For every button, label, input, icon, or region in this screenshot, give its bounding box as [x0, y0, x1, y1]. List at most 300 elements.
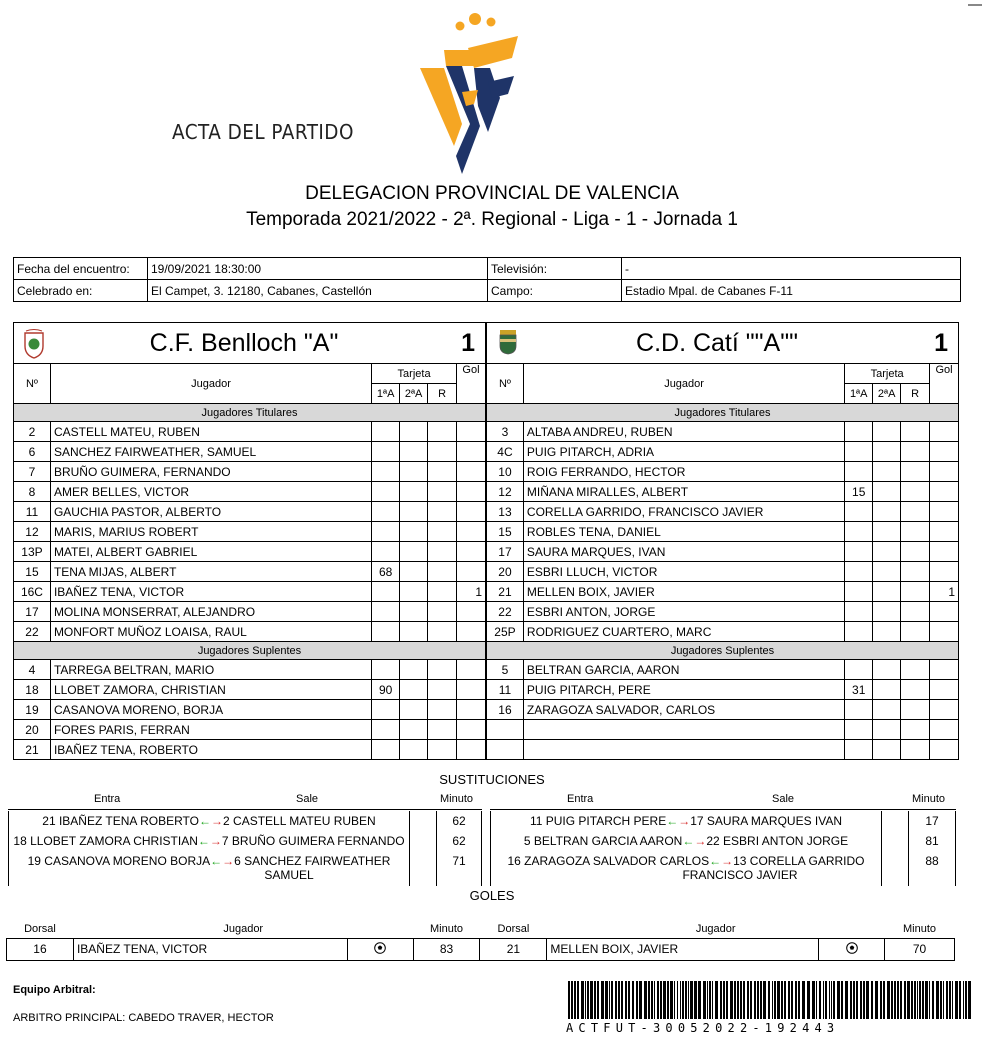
barcode-bar	[734, 981, 736, 1019]
player-card-2	[873, 680, 901, 700]
swap-arrows-icon: ←→	[197, 834, 222, 848]
player-goals	[930, 700, 959, 720]
player-card-2	[400, 622, 428, 642]
player-card-1	[372, 582, 400, 602]
player-card-2	[400, 582, 428, 602]
barcode-bar	[968, 981, 971, 1019]
home-minuto-header: Minuto	[440, 793, 474, 805]
barcode-bar	[757, 981, 759, 1019]
barcode-bar	[943, 981, 944, 1019]
barcode-bar	[959, 981, 961, 1019]
player-card-2	[400, 680, 428, 700]
away-player-row	[487, 442, 959, 462]
away-player-row	[487, 542, 959, 562]
player-number: 11	[487, 680, 524, 700]
player-number: 12	[487, 482, 524, 502]
away-goal-jugador: MELLEN BOIX, JAVIER	[547, 938, 819, 960]
player-goals	[456, 422, 485, 442]
player-card-1	[845, 602, 873, 622]
barcode-bar	[774, 981, 776, 1019]
swap-arrows-icon: ←→	[682, 834, 707, 848]
home-no-header: Nº	[14, 364, 51, 404]
home-player-row	[14, 582, 486, 602]
barcode-bar	[737, 981, 739, 1019]
barcode-bar	[639, 981, 642, 1019]
player-card-1: 90	[372, 680, 400, 700]
barcode-bar	[907, 981, 910, 1019]
barcode-bar	[795, 981, 797, 1019]
sub-entra: 21 IBAÑEZ TENA ROBERTO	[42, 814, 200, 828]
barcode-bar	[897, 981, 899, 1019]
player-goals	[456, 740, 485, 760]
player-red-card	[428, 700, 457, 720]
away-team-score: 1	[934, 329, 948, 357]
swap-arrows-icon: ←→	[210, 854, 235, 868]
barcode-bar	[952, 981, 953, 1019]
sub-minuto: 62	[437, 811, 482, 831]
player-number: 2	[14, 422, 51, 442]
home-titulares-body	[14, 422, 486, 642]
barcode-bar	[715, 981, 718, 1019]
player-number: 12	[14, 522, 51, 542]
home-player-row	[14, 482, 486, 502]
player-card-2	[873, 542, 901, 562]
barcode-bar	[932, 981, 934, 1019]
sub-sale: 6 SANCHEZ FAIRWEATHER	[234, 854, 391, 868]
player-goals	[456, 680, 485, 700]
away-gol-header: Gol	[930, 364, 959, 404]
away-goal-ball	[819, 938, 885, 960]
player-number: 6	[14, 442, 51, 462]
home-sale-header: Sale	[296, 793, 319, 805]
barcode-bar	[825, 981, 827, 1019]
barcode-bar	[628, 981, 630, 1019]
player-name	[523, 740, 844, 760]
player-red-card	[901, 462, 930, 482]
player-card-1	[845, 502, 873, 522]
barcode-bar	[712, 981, 713, 1019]
player-number: 13P	[14, 542, 51, 562]
barcode-bar	[763, 981, 766, 1019]
arbitro-principal: ARBITRO PRINCIPAL: CABEDO TRAVER, HECTOR	[13, 1012, 274, 1024]
player-number: 15	[487, 522, 524, 542]
barcode-bar	[568, 981, 570, 1019]
player-name: MONFORT MUÑOZ LOAISA, RAUL	[50, 622, 371, 642]
player-card-1	[372, 442, 400, 462]
player-name: BRUÑO GUIMERA, FERNANDO	[50, 462, 371, 482]
player-card-1	[845, 582, 873, 602]
player-name: MELLEN BOIX, JAVIER	[523, 582, 844, 602]
player-card-1	[845, 542, 873, 562]
barcode-bar	[829, 981, 830, 1019]
player-card-1	[372, 720, 400, 740]
player-goals: 1	[930, 582, 959, 602]
celebrado-label: Celebrado en:	[14, 280, 148, 302]
away-crest-icon	[497, 329, 519, 355]
away-player-row	[487, 562, 959, 582]
corner-mark	[968, 4, 982, 6]
player-name: ZARAGOZA SALVADOR, CARLOS	[523, 700, 844, 720]
federation-logo	[418, 6, 528, 176]
barcode-bar	[880, 981, 882, 1019]
player-name: SANCHEZ FAIRWEATHER, SAMUEL	[50, 442, 371, 462]
sub-divider	[410, 811, 437, 831]
player-goals	[456, 442, 485, 462]
equipo-arbitral-label: Equipo Arbitral:	[13, 984, 96, 996]
home-team-table	[13, 322, 486, 760]
sub-sale: 2 CASTELL MATEU RUBEN	[223, 814, 376, 828]
away-titulares-heading: Jugadores Titulares	[487, 404, 959, 422]
player-card-1	[372, 482, 400, 502]
player-number: 7	[14, 462, 51, 482]
player-card-2	[873, 422, 901, 442]
home-team-name: C.F. Benlloch "A"	[149, 329, 339, 357]
player-name: ROBLES TENA, DANIEL	[523, 522, 844, 542]
barcode-bar	[845, 981, 848, 1019]
barcode-bar	[651, 981, 653, 1019]
barcode-bar	[949, 981, 951, 1019]
barcode-bar	[807, 981, 810, 1019]
home-gol-header: Gol	[456, 364, 485, 404]
player-card-2	[400, 462, 428, 482]
player-card-2	[873, 502, 901, 522]
player-red-card	[901, 562, 930, 582]
barcode-bar	[856, 981, 858, 1019]
barcode-bar	[682, 981, 684, 1019]
player-name	[523, 720, 844, 740]
player-name: LLOBET ZAMORA, CHRISTIAN	[50, 680, 371, 700]
barcode-bar	[677, 981, 678, 1019]
player-card-1	[372, 422, 400, 442]
player-goals	[930, 422, 959, 442]
goles-table	[6, 920, 955, 961]
goles-dorsal-header-away: Dorsal	[480, 920, 547, 938]
away-player-row	[487, 522, 959, 542]
player-card-2	[400, 502, 428, 522]
player-card-2	[400, 522, 428, 542]
away-player-row	[487, 422, 959, 442]
barcode-bar	[802, 981, 805, 1019]
sub-divider	[410, 831, 437, 851]
away-player-row	[487, 660, 959, 680]
home-player-row	[14, 700, 486, 720]
barcode-bar	[788, 981, 790, 1019]
player-name: IBAÑEZ TENA, VICTOR	[50, 582, 371, 602]
player-number	[487, 740, 524, 760]
sustituciones-title: SUSTITUCIONES	[439, 772, 545, 787]
barcode-bar	[917, 981, 918, 1019]
player-name: CASANOVA MORENO, BORJA	[50, 700, 371, 720]
sub-minuto: 81	[909, 831, 956, 851]
barcode-bar	[709, 981, 711, 1019]
away-t1-header: 1ªA	[845, 384, 873, 404]
player-number: 22	[14, 622, 51, 642]
player-card-2	[400, 422, 428, 442]
player-card-2	[873, 660, 901, 680]
away-jugador-header: Jugador	[523, 364, 844, 404]
player-name: GAUCHIA PASTOR, ALBERTO	[50, 502, 371, 522]
player-red-card	[428, 542, 457, 562]
player-card-1	[845, 562, 873, 582]
player-name: TARREGA BELTRAN, MARIO	[50, 660, 371, 680]
player-number: 10	[487, 462, 524, 482]
player-card-1	[372, 740, 400, 760]
fecha-label: Fecha del encuentro:	[14, 258, 148, 280]
player-name: ESBRI ANTON, JORGE	[523, 602, 844, 622]
barcode-bar	[644, 981, 647, 1019]
goles-minuto-header: Minuto	[413, 920, 480, 938]
substitution-players	[490, 831, 882, 851]
player-card-2	[400, 442, 428, 462]
goles-minuto-header-away: Minuto	[885, 920, 955, 938]
barcode-bar	[743, 981, 745, 1019]
barcode-bar	[723, 981, 725, 1019]
home-player-row	[14, 542, 486, 562]
substitution-row	[8, 811, 482, 831]
barcode-bar	[760, 981, 762, 1019]
player-card-1	[372, 660, 400, 680]
delegation-heading: DELEGACION PROVINCIAL DE VALENCIA	[305, 183, 679, 204]
barcode-bar	[590, 981, 593, 1019]
away-team-name: C.D. Catí ""A""	[636, 329, 798, 357]
barcode-bar	[922, 981, 924, 1019]
player-number: 21	[487, 582, 524, 602]
barcode-bar	[690, 981, 693, 1019]
player-red-card	[428, 602, 457, 622]
player-goals	[456, 720, 485, 740]
player-goals	[930, 740, 959, 760]
sub-divider	[882, 851, 909, 886]
player-card-2	[400, 482, 428, 502]
player-card-1	[372, 542, 400, 562]
player-name: MATEI, ALBERT GABRIEL	[50, 542, 371, 562]
home-suplentes-heading: Jugadores Suplentes	[14, 642, 486, 660]
player-red-card	[428, 622, 457, 642]
away-player-row	[487, 462, 959, 482]
barcode-bar	[946, 981, 948, 1019]
player-card-2	[873, 442, 901, 462]
barcode-bar	[887, 981, 890, 1019]
barcode-bar	[772, 981, 773, 1019]
player-card-2	[873, 522, 901, 542]
barcode-bar	[703, 981, 706, 1019]
player-card-1: 68	[372, 562, 400, 582]
barcode-bar	[781, 981, 783, 1019]
player-name: CORELLA GARRIDO, FRANCISCO JAVIER	[523, 502, 844, 522]
player-card-1: 31	[845, 680, 873, 700]
player-red-card	[428, 582, 457, 602]
home-t2-header: 2ªA	[400, 384, 428, 404]
player-card-1	[372, 462, 400, 482]
barcode-bar	[768, 981, 770, 1019]
player-name: RODRIGUEZ CUARTERO, MARC	[523, 622, 844, 642]
goles-jugador-header: Jugador	[73, 920, 413, 938]
barcode-bar	[587, 981, 589, 1019]
player-number: 19	[14, 700, 51, 720]
barcode-bar	[914, 981, 916, 1019]
home-player-row	[14, 740, 486, 760]
sub-entra: 5 BELTRAN GARCIA AARON	[523, 834, 683, 848]
home-titulares-heading: Jugadores Titulares	[14, 404, 486, 422]
player-goals	[930, 660, 959, 680]
sub-divider	[410, 851, 437, 886]
player-name: MOLINA MONSERRAT, ALEJANDRO	[50, 602, 371, 622]
away-suplentes-heading: Jugadores Suplentes	[487, 642, 959, 660]
player-card-1	[845, 522, 873, 542]
sub-sale: 13 CORELLA GARRIDO	[733, 854, 865, 868]
barcode-bar	[740, 981, 742, 1019]
player-card-1	[372, 522, 400, 542]
away-player-row	[487, 602, 959, 622]
sub-entra: 18 LLOBET ZAMORA CHRISTIAN	[13, 834, 198, 848]
goles-title: GOLES	[469, 888, 515, 903]
player-number: 3	[487, 422, 524, 442]
away-goal-dorsal: 21	[480, 938, 547, 960]
home-player-row	[14, 502, 486, 522]
player-card-1	[845, 422, 873, 442]
player-name: PUIG PITARCH, PERE	[523, 680, 844, 700]
barcode-bar	[875, 981, 878, 1019]
barcode-bar	[965, 981, 967, 1019]
player-card-1	[372, 622, 400, 642]
barcode-bar	[929, 981, 930, 1019]
player-goals	[930, 462, 959, 482]
player-card-2	[400, 720, 428, 740]
substitution-row	[8, 851, 482, 886]
player-goals	[930, 542, 959, 562]
player-name: IBAÑEZ TENA, ROBERTO	[50, 740, 371, 760]
player-red-card	[428, 502, 457, 522]
campo-label: Campo:	[488, 280, 622, 302]
home-player-row	[14, 442, 486, 462]
away-suplentes-body	[487, 660, 959, 760]
barcode-bar	[955, 981, 958, 1019]
sub-sale: 7 BRUÑO GUIMERA FERNANDO	[221, 834, 405, 848]
barcode-bar	[837, 981, 840, 1019]
player-red-card	[428, 482, 457, 502]
away-t2-header: 2ªA	[873, 384, 901, 404]
barcode-bar	[674, 981, 675, 1019]
player-red-card	[901, 522, 930, 542]
player-number: 17	[14, 602, 51, 622]
home-player-row	[14, 720, 486, 740]
player-red-card	[901, 502, 930, 522]
barcode-bar	[605, 981, 608, 1019]
barcode-bar	[963, 981, 964, 1019]
player-goals	[456, 462, 485, 482]
player-goals: 1	[456, 582, 485, 602]
player-red-card	[428, 562, 457, 582]
sub-divider	[882, 811, 909, 831]
player-number: 15	[14, 562, 51, 582]
barcode-bar	[609, 981, 610, 1019]
home-goal-jugador: IBAÑEZ TENA, VICTOR	[73, 938, 347, 960]
home-player-row	[14, 680, 486, 700]
player-name: ESBRI LLUCH, VICTOR	[523, 562, 844, 582]
barcode-bar	[904, 981, 906, 1019]
barcode-bar	[698, 981, 701, 1019]
player-name: BELTRAN GARCIA, AARON	[523, 660, 844, 680]
barcode-image	[568, 981, 976, 1019]
home-suplentes-body	[14, 660, 486, 760]
match-info-table	[13, 257, 961, 302]
home-player-row	[14, 462, 486, 482]
player-goals	[456, 660, 485, 680]
barcode-bar	[853, 981, 855, 1019]
away-entra-header: Entra	[567, 793, 594, 805]
away-r-header: R	[901, 384, 930, 404]
player-number: 11	[14, 502, 51, 522]
player-name: MARIS, MARIUS ROBERT	[50, 522, 371, 542]
player-name: AMER BELLES, VICTOR	[50, 482, 371, 502]
home-r-header: R	[428, 384, 457, 404]
sub-sale: 17 SAURA MARQUES IVAN	[690, 814, 843, 828]
celebrado-value: El Campet, 3. 12180, Cabanes, Castellón	[148, 280, 488, 302]
player-card-1	[845, 462, 873, 482]
barcode-bar	[823, 981, 824, 1019]
player-goals	[930, 522, 959, 542]
barcode-bar	[841, 981, 843, 1019]
player-red-card	[901, 542, 930, 562]
barcode-bar	[632, 981, 634, 1019]
player-name: FORES PARIS, FERRAN	[50, 720, 371, 740]
barcode-bar	[863, 981, 865, 1019]
sub-entra: 16 ZARAGOZA SALVADOR CARLOS	[507, 854, 710, 868]
player-number: 20	[487, 562, 524, 582]
player-number: 16	[487, 700, 524, 720]
player-card-2	[873, 740, 901, 760]
player-number	[487, 720, 524, 740]
home-t1-header: 1ªA	[372, 384, 400, 404]
player-red-card	[428, 442, 457, 462]
player-goals	[930, 442, 959, 462]
barcode-bar	[871, 981, 873, 1019]
player-number: 17	[487, 542, 524, 562]
acta-title: ACTA DEL PARTIDO	[172, 120, 354, 144]
player-red-card	[901, 442, 930, 462]
away-player-row	[487, 582, 959, 602]
player-goals	[456, 602, 485, 622]
away-no-header: Nº	[487, 364, 524, 404]
player-goals	[930, 482, 959, 502]
home-tarjeta-header: Tarjeta	[372, 364, 457, 384]
substitution-players	[490, 851, 882, 886]
barcode-bar	[654, 981, 655, 1019]
barcode-bar	[754, 981, 756, 1019]
away-goal-minuto: 70	[885, 938, 955, 960]
home-team-block	[13, 322, 486, 766]
barcode-bar	[663, 981, 666, 1019]
barcode-bar	[925, 981, 928, 1019]
player-card-2	[400, 660, 428, 680]
player-red-card	[901, 482, 930, 502]
substitution-row	[490, 811, 956, 831]
home-team-score: 1	[461, 329, 475, 357]
swap-arrows-icon: ←→	[199, 814, 224, 828]
home-player-row	[14, 422, 486, 442]
player-name: TENA MIJAS, ALBERT	[50, 562, 371, 582]
barcode-bar	[660, 981, 662, 1019]
barcode-bar	[911, 981, 913, 1019]
player-number: 13	[487, 502, 524, 522]
barcode-bar	[860, 981, 862, 1019]
sub-entra: 19 CASANOVA MORENO BORJA	[27, 854, 211, 868]
barcode-bar	[577, 981, 579, 1019]
barcode-bar	[891, 981, 893, 1019]
barcode-bar	[618, 981, 620, 1019]
barcode-bar	[866, 981, 869, 1019]
barcode-bar	[883, 981, 885, 1019]
